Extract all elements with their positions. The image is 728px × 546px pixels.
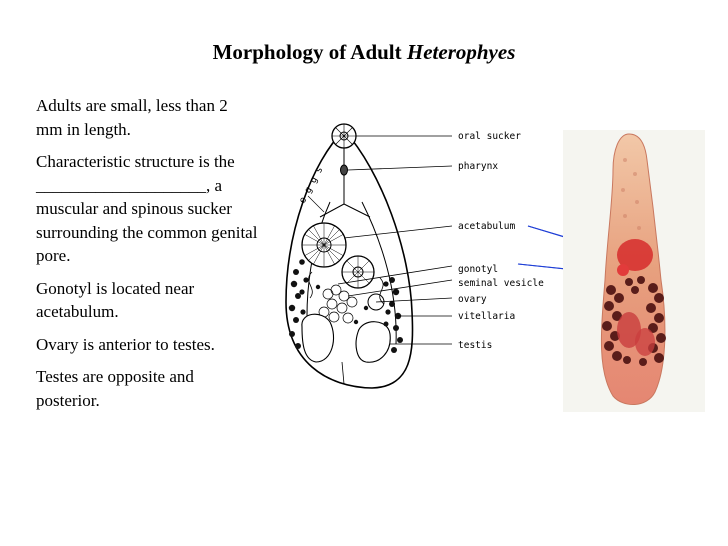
oral-sucker bbox=[332, 124, 356, 148]
pharynx bbox=[341, 165, 348, 175]
bullet-list bbox=[36, 94, 258, 421]
bullet-testes: Testes are opposite and posterior. bbox=[36, 367, 194, 410]
label-testis: testis bbox=[458, 340, 493, 351]
label-gonotyl: gonotyl bbox=[458, 264, 499, 275]
genital-sucker bbox=[302, 223, 346, 267]
testis-right bbox=[356, 322, 390, 362]
testis-left bbox=[302, 314, 334, 362]
bullet-gonotyl: Gonotyl is located near acetabulum. bbox=[36, 278, 195, 321]
label-vitellaria: vitellaria bbox=[458, 311, 516, 322]
bullet-size: Adults are small, less than 2 mm in length. bbox=[36, 96, 228, 139]
specimen-photo bbox=[563, 130, 705, 412]
fluke-diagram bbox=[272, 112, 544, 392]
bullet-structure: Characteristic structure is the ____________________, a muscular and spinous sucker surrounding the common genital pore. bbox=[36, 152, 258, 265]
label-seminal-vesicle: seminal vesicle bbox=[458, 278, 544, 289]
label-pharynx: pharynx bbox=[458, 161, 499, 172]
label-oral-sucker: oral sucker bbox=[458, 131, 521, 142]
bullet-ovary: Ovary is anterior to testes. bbox=[36, 334, 215, 354]
acetabulum bbox=[342, 256, 374, 288]
label-acetabulum: acetabulum bbox=[458, 221, 516, 232]
title-main: Morphology of Adult bbox=[212, 40, 402, 64]
slide-title bbox=[0, 40, 728, 65]
title-genus: Heterophyes bbox=[406, 40, 516, 64]
label-ovary: ovary bbox=[458, 294, 487, 305]
eggs-label: e g g s bbox=[296, 164, 326, 206]
